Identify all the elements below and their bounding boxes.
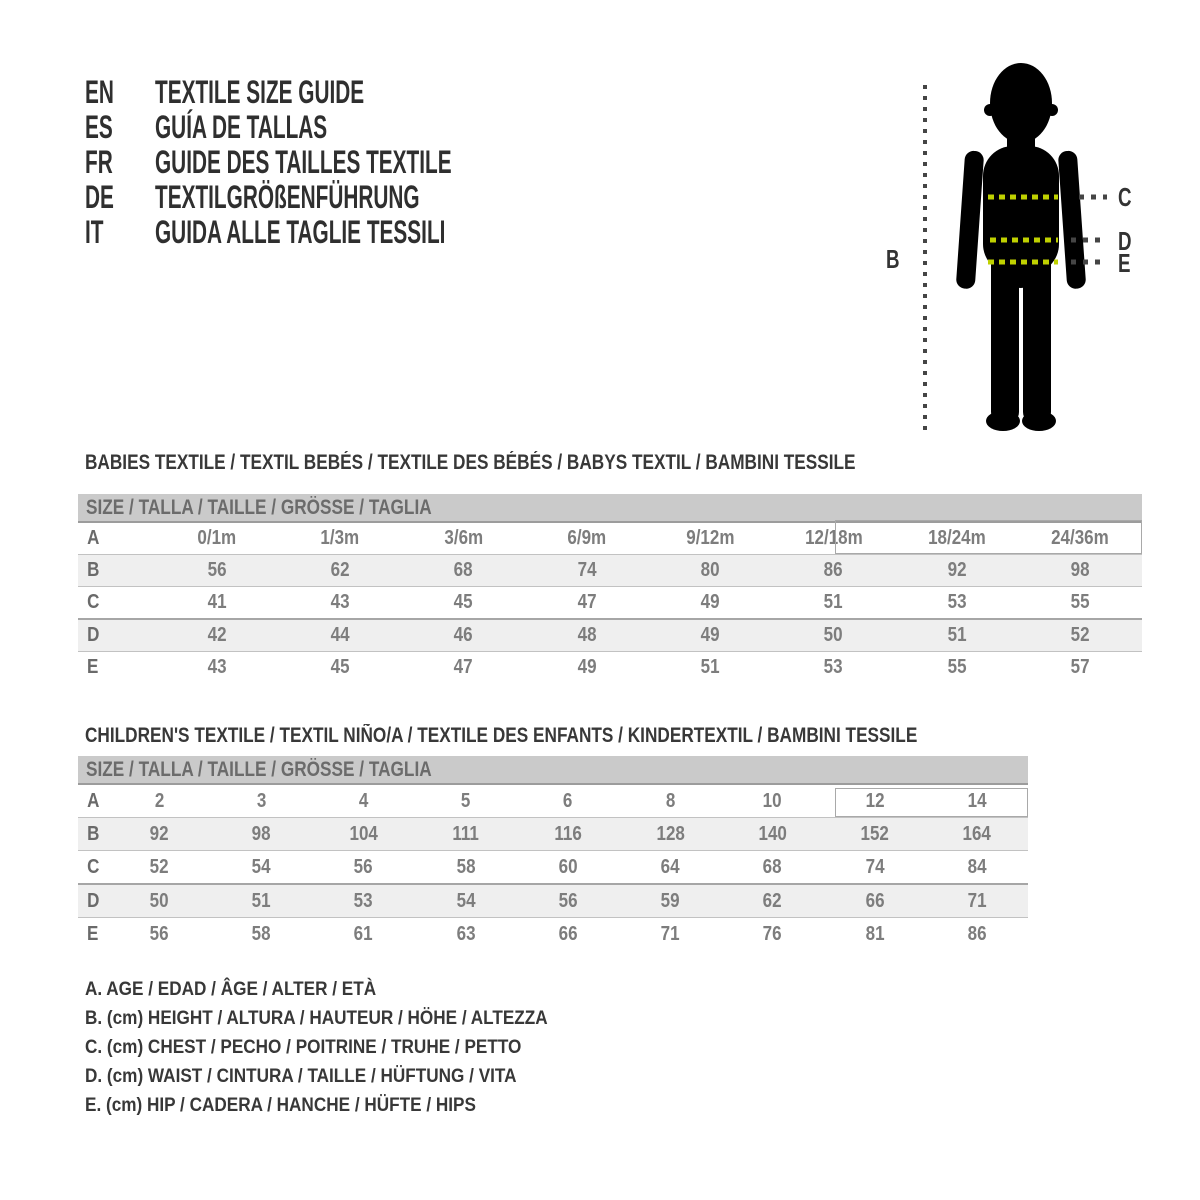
table-row-chest: C 41 43 45 47 49 51 53 55 (78, 586, 1142, 618)
list-item (85, 110, 611, 145)
table-row-chest: C 52 54 56 58 60 64 68 74 84 (78, 850, 1028, 883)
children-section-title: CHILDREN'S TEXTILE / TEXTIL NIÑO/A / TEXTILE DES ENFANTS / KINDERTEXTIL / BAMBINI TESSILE (85, 724, 918, 747)
row-label: B (87, 559, 100, 581)
figure-label-height: B (886, 244, 900, 274)
row-label: D (87, 624, 100, 646)
table-row-age: A 2 3 4 5 6 8 10 12 14 (78, 785, 1028, 817)
row-label: B (87, 822, 100, 845)
list-item (85, 145, 611, 180)
legend-waist: D. (cm) WAIST / CINTURA / TAILLE / HÜFTUNG / VITA (85, 1065, 517, 1087)
child-body-shape (956, 63, 1087, 431)
measurement-legend (85, 975, 611, 1120)
lang-title: TEXTILE SIZE GUIDE (155, 74, 365, 110)
table-row-height: B 92 98 104 111 116 128 140 152 164 (78, 817, 1028, 850)
children-size-table (78, 756, 1028, 950)
lang-code: FR (85, 144, 113, 180)
row-label: A (87, 527, 100, 549)
table-row-age: A 0/1m 1/3m 3/6m 6/9m 9/12m 12/18m 18/24m 24/36m (78, 523, 1142, 554)
legend-age: A. AGE / EDAD / ÂGE / ALTER / ETÀ (85, 978, 377, 1000)
lang-title: GUIDE DES TAILLES TEXTILE (155, 144, 452, 180)
lang-title: GUIDA ALLE TAGLIE TESSILI (155, 214, 446, 250)
children-highlighted-sizes-box (835, 788, 1028, 817)
lang-title: TEXTILGRÖßENFÜHRUNG (155, 179, 420, 215)
child-silhouette-icon (895, 50, 1155, 450)
lang-code: IT (85, 214, 104, 250)
babies-highlighted-sizes-box (835, 520, 1142, 554)
language-title-list (85, 75, 611, 250)
figure-label-chest: C (1118, 182, 1132, 212)
lang-code: ES (85, 109, 113, 145)
row-label: A (87, 789, 100, 812)
figure-label-waist: D (1118, 226, 1132, 256)
legend-height: B. (cm) HEIGHT / ALTURA / HAUTEUR / HÖHE / ALTEZZA (85, 1007, 548, 1029)
size-table-header: SIZE / TALLA / TAILLE / GRÖSSE / TAGLIA (78, 494, 1142, 523)
row-label: E (87, 656, 99, 678)
list-item (85, 215, 611, 250)
lang-title: GUÍA DE TALLAS (155, 109, 328, 145)
row-label: C (87, 855, 100, 878)
row-label: E (87, 922, 99, 945)
size-table-header: SIZE / TALLA / TAILLE / GRÖSSE / TAGLIA (78, 756, 1028, 785)
babies-section-title: BABIES TEXTILE / TEXTIL BEBÉS / TEXTILE DES BÉBÉS / BABYS TEXTIL / BAMBINI TESSILE (85, 451, 856, 474)
legend-chest: C. (cm) CHEST / PECHO / POITRINE / TRUHE / PETTO (85, 1036, 522, 1058)
table-row-waist: D 42 44 46 48 49 50 51 52 (78, 618, 1142, 651)
table-row-hip: E 43 45 47 49 51 53 55 57 (78, 651, 1142, 683)
list-item (85, 180, 611, 215)
legend-hip: E. (cm) HIP / CADERA / HANCHE / HÜFTE / HIPS (85, 1094, 476, 1116)
table-row-height: B 56 62 68 74 80 86 92 98 (78, 554, 1142, 586)
lang-code: EN (85, 74, 114, 110)
row-label: D (87, 889, 100, 912)
table-row-hip: E 56 58 61 63 66 71 76 81 86 (78, 917, 1028, 950)
list-item (85, 75, 611, 110)
row-label: C (87, 591, 100, 613)
figure-label-hip: E (1118, 248, 1131, 278)
table-row-waist: D 50 51 53 54 56 59 62 66 71 (78, 883, 1028, 917)
lang-code: DE (85, 179, 114, 215)
